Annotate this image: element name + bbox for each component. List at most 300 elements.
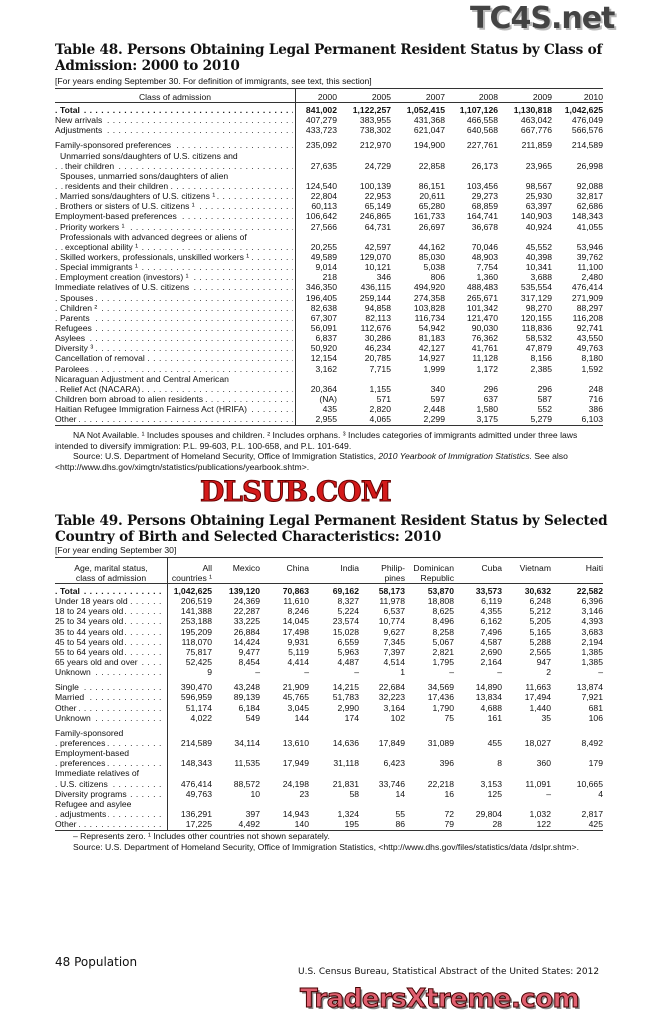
cell-value: 246,865 — [359, 211, 391, 222]
table-48-footnote: NA Not Available. ¹ Includes spouses and children. ² Includes orphans. ³ Includes categories of immigrants admitted under three laws intended to diversify immigration: P.L. 99-603, P.L. 100-658, and P.L. 101-649. — [55, 430, 578, 451]
cell-value: 148,343 — [180, 758, 212, 769]
table-row — [55, 414, 603, 424]
cell-value: 11,610 — [283, 596, 309, 607]
row-label: Brothers or sisters of U.S. citizens ¹ — [60, 201, 195, 212]
table-row — [55, 151, 603, 161]
page-number: 48 Population — [55, 955, 138, 969]
cell-value: 94,858 — [364, 302, 391, 313]
cell-value: 6,103 — [581, 414, 603, 425]
row-label: 45 to 54 years old — [55, 636, 124, 647]
cell-value: 58 — [349, 788, 359, 799]
cell-value: 58,532 — [525, 333, 552, 344]
table-row — [55, 105, 603, 115]
cell-value: 8,496 — [432, 616, 454, 627]
cell-value: 55 — [395, 808, 405, 819]
cell-value: 81,183 — [418, 333, 445, 344]
row-label: Married — [55, 692, 85, 703]
cell-value: 6,119 — [481, 596, 502, 607]
cell-value: 248 — [588, 383, 603, 394]
cell-value: 3,175 — [476, 414, 498, 425]
cell-value: 48,903 — [471, 251, 498, 262]
row-label: Children ² — [60, 302, 98, 313]
cell-value: 45,552 — [525, 241, 552, 252]
cell-value: 9,931 — [287, 636, 309, 647]
cell-value: 435 — [322, 404, 337, 415]
table-48-source: Source: U.S. Department of Homeland Security, Office of Immigration Statistics, 2010 Yearbook of Immigration Statistics. See also <http://www.dhs.gov/ximgtn/statistics/publications/yearbook.shtm>. — [55, 451, 568, 472]
row-label: Unknown — [55, 667, 91, 678]
cell-value: 106,642 — [305, 211, 337, 222]
watermark-tc4s: TC4S.net — [470, 1, 615, 36]
cell-value: 11,978 — [379, 596, 405, 607]
cell-value: 396 — [439, 758, 454, 769]
table-row — [55, 353, 603, 363]
cell-value: 4,393 — [581, 616, 603, 627]
cell-value: 26,697 — [418, 221, 445, 232]
cell-value: 806 — [430, 272, 445, 283]
cell-value: 47,879 — [525, 343, 552, 354]
cell-value: 16 — [444, 788, 454, 799]
cell-value: 102 — [390, 712, 405, 723]
cell-value: 39,762 — [576, 251, 603, 262]
cell-value: 5,205 — [529, 616, 551, 627]
column-header: Dominican Republic — [413, 563, 454, 583]
cell-value: 35 — [541, 712, 551, 723]
cell-value: 41,055 — [576, 221, 603, 232]
cell-value: 2 — [546, 667, 551, 678]
cell-value: 2,194 — [581, 636, 603, 647]
cell-value: 1,122,257 — [352, 105, 391, 115]
row-label: Other — [55, 702, 77, 713]
cell-value: 218 — [322, 272, 337, 283]
cell-value: 2,821 — [432, 646, 454, 657]
cell-value: 6,162 — [480, 616, 502, 627]
cell-value: 112,676 — [360, 322, 391, 333]
cell-value: 7,715 — [369, 363, 391, 374]
cell-value: 390,470 — [180, 682, 212, 693]
table-48-notes — [55, 430, 603, 472]
cell-value: 14,943 — [282, 808, 309, 819]
cell-value: 32,817 — [576, 191, 603, 202]
cell-value: 42,127 — [418, 343, 445, 354]
row-label: exceptional ability ¹ — [65, 241, 139, 252]
cell-value: 31,118 — [333, 758, 359, 769]
cell-value: 24,729 — [364, 160, 391, 171]
cell-value: 17,225 — [185, 819, 212, 830]
cell-value: 30,286 — [364, 333, 391, 344]
cell-value: 6,396 — [581, 596, 603, 607]
row-label: Special immigrants ¹ — [60, 262, 138, 273]
cell-value: 8,246 — [287, 606, 309, 617]
cell-value: 51,174 — [185, 702, 212, 713]
cell-value: 3,164 — [383, 702, 405, 713]
column-header: Class of admission — [138, 92, 212, 102]
cell-value: 139,120 — [228, 586, 260, 596]
cell-value: 8,258 — [432, 626, 454, 637]
cell-value: 118,070 — [181, 636, 212, 647]
cell-value: 11,100 — [577, 262, 603, 273]
column-header: Philip- pines — [381, 563, 405, 583]
cell-value: – — [546, 788, 551, 799]
column-header: India — [340, 563, 359, 573]
cell-value: 8,625 — [432, 606, 454, 617]
cell-value: 549 — [245, 712, 260, 723]
cell-value: 72 — [444, 808, 454, 819]
table-row — [55, 242, 603, 252]
column-header: 2010 — [583, 92, 603, 102]
row-label: 35 to 44 years old — [55, 626, 124, 637]
cell-value: 738,302 — [359, 125, 391, 136]
table-row — [55, 313, 603, 323]
cell-value: 33,225 — [233, 616, 260, 627]
column-header: Age, marital status, class of admission — [74, 563, 148, 583]
table-49-notes — [55, 831, 603, 852]
cell-value: 103,828 — [413, 302, 445, 313]
column-header: Haiti — [585, 563, 603, 573]
cell-value: 4,414 — [287, 656, 309, 667]
column-header: Mexico — [232, 563, 260, 573]
cell-value: 3,688 — [530, 272, 552, 283]
row-label: New arrivals — [55, 115, 103, 126]
cell-value: 5,288 — [529, 636, 551, 647]
row-label: Parolees — [55, 363, 89, 374]
row-label: Employment creation (investors) ¹ — [60, 272, 189, 283]
cell-value: 86,151 — [418, 180, 445, 191]
cell-value: 46,234 — [364, 343, 391, 354]
cell-value: 20,611 — [419, 191, 445, 202]
cell-value: 6,423 — [383, 758, 405, 769]
table-header — [55, 89, 603, 103]
table-row — [55, 819, 603, 829]
row-label: Total — [60, 586, 80, 596]
cell-value: 5,963 — [337, 646, 359, 657]
cell-value: 75 — [444, 712, 454, 723]
cell-value: 17,436 — [427, 692, 454, 703]
cell-value: 8,156 — [530, 353, 552, 364]
cell-value: 101,342 — [466, 302, 498, 313]
cell-value: 14,890 — [475, 682, 502, 693]
cell-value: 27,566 — [310, 221, 337, 232]
cell-value: 17,498 — [282, 626, 309, 637]
cell-value: 2,955 — [315, 414, 337, 425]
table-49-source: Source: U.S. Department of Homeland Security, Office of Immigration Statistics, <http://www.dhs.gov/files/statistics/data /dslpr.shtm>. — [73, 841, 579, 852]
table-row — [55, 252, 603, 262]
cell-value: 29,273 — [471, 191, 498, 202]
cell-value: 571 — [376, 393, 391, 404]
cell-value: 33,573 — [475, 586, 502, 596]
cell-value: 21,909 — [282, 682, 309, 693]
cell-value: – — [497, 667, 502, 678]
row-label: Under 18 years old — [55, 596, 128, 607]
cell-value: 22,684 — [378, 682, 405, 693]
cell-value: 88,572 — [233, 778, 260, 789]
row-label: Employment-based preferences — [55, 211, 177, 222]
cell-value: 265,671 — [466, 292, 498, 303]
cell-value: 60,113 — [311, 201, 337, 212]
cell-value: 1,790 — [432, 702, 454, 713]
cell-value: 274,358 — [413, 292, 445, 303]
cell-value: 92,741 — [576, 322, 603, 333]
cell-value: 92,088 — [576, 180, 603, 191]
cell-value: 31,089 — [427, 737, 454, 748]
cell-value: 9,014 — [315, 262, 337, 273]
cell-value: 455 — [487, 737, 502, 748]
table-row — [55, 692, 603, 702]
column-header: 2007 — [425, 92, 445, 102]
cell-value: 5,165 — [529, 626, 551, 637]
table-row — [55, 140, 603, 150]
table-row — [55, 394, 603, 404]
cell-value: 20,785 — [364, 353, 391, 364]
cell-value: 174 — [344, 712, 359, 723]
cell-value: 70,046 — [471, 241, 498, 252]
cell-value: 1 — [400, 667, 405, 678]
cell-value: 7,397 — [383, 646, 405, 657]
row-label: Nicaraguan Adjustment and Central American — [55, 373, 229, 384]
cell-value: 122 — [536, 819, 551, 830]
table-row — [55, 637, 603, 647]
cell-value: 3,683 — [581, 626, 603, 637]
cell-value: 89,139 — [233, 692, 260, 703]
cell-value: 44,162 — [418, 241, 445, 252]
cell-value: 121,470 — [466, 312, 498, 323]
cell-value: 51,783 — [332, 692, 359, 703]
cell-value: 8 — [497, 758, 502, 769]
cell-value: 194,900 — [413, 140, 445, 151]
table-row — [55, 343, 603, 353]
cell-value: – — [598, 667, 603, 678]
cell-value: 8,327 — [337, 596, 359, 607]
table-row — [55, 606, 603, 616]
table-48-subtitle: [For years ending September 30. For definition of immigrants, see text, this section] — [55, 76, 372, 86]
cell-value: 1,592 — [581, 363, 603, 374]
table-row — [55, 682, 603, 692]
cell-value: 6,559 — [337, 636, 359, 647]
table-row — [55, 293, 603, 303]
cell-value: 587 — [537, 393, 552, 404]
table-row — [55, 384, 603, 394]
cell-value: 466,558 — [466, 115, 498, 126]
row-label: Relief Act (NACARA) — [60, 383, 141, 394]
table-row — [55, 211, 603, 221]
cell-value: 1,324 — [337, 808, 359, 819]
cell-value: 68,859 — [471, 201, 498, 212]
cell-value: 259,144 — [359, 292, 391, 303]
cell-value: 1,155 — [369, 383, 391, 394]
table-48 — [55, 88, 603, 426]
cell-value: 476,414 — [180, 778, 212, 789]
table-row — [55, 374, 603, 384]
cell-value: 34,569 — [427, 682, 454, 693]
cell-value: 1,052,415 — [406, 105, 445, 115]
cell-value: 15,028 — [332, 626, 359, 637]
cell-value: 2,817 — [581, 808, 603, 819]
cell-value: 67,307 — [310, 312, 337, 323]
cell-value: 235,092 — [305, 140, 337, 151]
cell-value: 1,385 — [581, 656, 603, 667]
row-label: Unmarried sons/daughters of U.S. citizens and — [60, 150, 238, 161]
cell-value: 75,817 — [185, 646, 212, 657]
cell-value: 30,632 — [524, 586, 551, 596]
cell-value: 14,215 — [332, 682, 359, 693]
cell-value: 14,636 — [332, 737, 359, 748]
row-label: Skilled workers, professionals, unskilled workers ¹ — [60, 251, 250, 262]
cell-value: 11,535 — [234, 758, 260, 769]
cell-value: 43,550 — [576, 333, 603, 344]
cell-value: 17,949 — [282, 758, 309, 769]
cell-value: 425 — [588, 819, 603, 830]
cell-value: 69,162 — [332, 586, 359, 596]
table-48-title: Table 48. Persons Obtaining Legal Permanent Resident Status by Class of Admission: 2000 to 2010 — [55, 42, 603, 74]
table-row — [55, 748, 603, 758]
row-label: their children — [65, 160, 115, 171]
cell-value: 21,831 — [332, 778, 359, 789]
table-row — [55, 728, 603, 738]
cell-value: 3,153 — [480, 778, 502, 789]
cell-value: 70,863 — [282, 586, 309, 596]
cell-value: 1,107,126 — [459, 105, 498, 115]
row-label: Spouses, unmarried sons/daughters of alien — [60, 170, 229, 181]
cell-value: 206,519 — [180, 596, 212, 607]
row-label: Single — [55, 682, 79, 693]
table-49-footnote: – Represents zero. ¹ Includes other countries not shown separately. — [73, 831, 330, 841]
cell-value: 214,589 — [180, 737, 212, 748]
row-label: Professionals with advanced degrees or aliens of — [60, 231, 247, 242]
column-header: All countries ¹ — [171, 563, 212, 583]
row-label: Parents — [60, 312, 90, 323]
cell-value: 14,045 — [282, 616, 309, 627]
table-row — [55, 404, 603, 414]
cell-value: 63,397 — [525, 201, 552, 212]
cell-value: 79 — [444, 819, 454, 830]
row-label: 55 to 64 years old — [55, 646, 124, 657]
cell-value: 7,754 — [476, 262, 498, 273]
cell-value: 2,690 — [480, 646, 502, 657]
cell-value: 98,567 — [525, 180, 552, 191]
cell-value: 566,576 — [571, 125, 603, 136]
cell-value: 98,270 — [525, 302, 552, 313]
cell-value: 2,448 — [423, 404, 445, 415]
watermark-tradersxtreme: TradersXtreme.com — [300, 984, 580, 1014]
cell-value: 211,859 — [521, 140, 552, 151]
cell-value: 681 — [588, 702, 603, 713]
table-row — [55, 181, 603, 191]
table-row — [55, 616, 603, 626]
cell-value: 5,038 — [423, 262, 445, 273]
cell-value: 9 — [207, 667, 212, 678]
table-49 — [55, 557, 603, 831]
cell-value: 841,002 — [305, 105, 337, 115]
cell-value: 64,731 — [364, 221, 391, 232]
cell-value: 716 — [588, 393, 603, 404]
cell-value: 3,045 — [287, 702, 309, 713]
table-row — [55, 201, 603, 211]
cell-value: 116,208 — [572, 312, 603, 323]
cell-value: 5,119 — [288, 646, 309, 657]
cell-value: 26,884 — [233, 626, 260, 637]
cell-value: 20,255 — [310, 241, 337, 252]
table-row — [55, 627, 603, 637]
cell-value: 667,776 — [520, 125, 552, 136]
cell-value: 1,130,818 — [513, 105, 552, 115]
row-label: Children born abroad to alien residents — [55, 393, 204, 404]
cell-value: 10,774 — [378, 616, 405, 627]
cell-value: 1,042,625 — [173, 586, 212, 596]
cell-value: 90,030 — [471, 322, 498, 333]
cell-value: 148,343 — [571, 211, 603, 222]
cell-value: 32,223 — [378, 692, 405, 703]
cell-value: 140 — [294, 819, 309, 830]
cell-value: 4,065 — [369, 414, 391, 425]
cell-value: 1,032 — [529, 808, 551, 819]
cell-value: 82,638 — [310, 302, 337, 313]
column-header: 2005 — [371, 92, 391, 102]
cell-value: 10,341 — [525, 262, 552, 273]
cell-value: 34,114 — [234, 737, 260, 748]
cell-value: 53,870 — [427, 586, 454, 596]
cell-value: 640,568 — [466, 125, 498, 136]
table-row — [55, 738, 603, 748]
cell-value: 116,734 — [414, 312, 445, 323]
cell-value: 14 — [395, 788, 405, 799]
row-label: 18 to 24 years old — [55, 606, 124, 617]
column-header: Cuba — [481, 563, 502, 573]
cell-value: 4,688 — [480, 702, 502, 713]
row-label: Other — [55, 414, 77, 425]
cell-value: 2,385 — [530, 363, 552, 374]
cell-value: 6,837 — [315, 333, 337, 344]
cell-value: 5,279 — [530, 414, 552, 425]
row-label: Diversity programs — [55, 788, 127, 799]
cell-value: 22,287 — [233, 606, 260, 617]
cell-value: 17,849 — [378, 737, 405, 748]
table-row — [55, 232, 603, 242]
cell-value: 195,209 — [180, 626, 212, 637]
cell-value: 164,741 — [466, 211, 498, 222]
cell-value: 7,345 — [383, 636, 405, 647]
cell-value: 947 — [536, 656, 551, 667]
cell-value: 28 — [492, 819, 502, 830]
cell-value: 9,627 — [383, 626, 405, 637]
cell-value: 179 — [588, 758, 603, 769]
cell-value: 7,921 — [581, 692, 603, 703]
cell-value: 6,248 — [529, 596, 551, 607]
cell-value: 8,180 — [581, 353, 603, 364]
column-header: 2000 — [317, 92, 337, 102]
cell-value: 340 — [430, 383, 445, 394]
cell-value: 24,369 — [233, 596, 260, 607]
table-row — [55, 596, 603, 606]
cell-value: 1,440 — [529, 702, 551, 713]
cell-value: 436,115 — [360, 282, 391, 293]
cell-value: 45,765 — [282, 692, 309, 703]
row-label: preferences — [60, 758, 106, 769]
cell-value: 58,173 — [378, 586, 405, 596]
cell-value: 4,022 — [190, 712, 212, 723]
cell-value: 1,042,625 — [564, 105, 603, 115]
cell-value: 196,405 — [305, 292, 337, 303]
cell-value: 8,492 — [581, 737, 603, 748]
cell-value: 56,091 — [310, 322, 337, 333]
cell-value: 161 — [487, 712, 502, 723]
cell-value: 535,554 — [520, 282, 552, 293]
cell-value: 144 — [294, 712, 309, 723]
row-label: Total — [60, 105, 80, 115]
table-row — [55, 171, 603, 181]
table-row — [55, 703, 603, 713]
table-49-title: Table 49. Persons Obtaining Legal Permanent Resident Status by Selected Country of Birth and Selected Characteristics: 2010 — [55, 513, 608, 545]
cell-value: 2,990 — [337, 702, 359, 713]
cell-value: 4,587 — [480, 636, 502, 647]
